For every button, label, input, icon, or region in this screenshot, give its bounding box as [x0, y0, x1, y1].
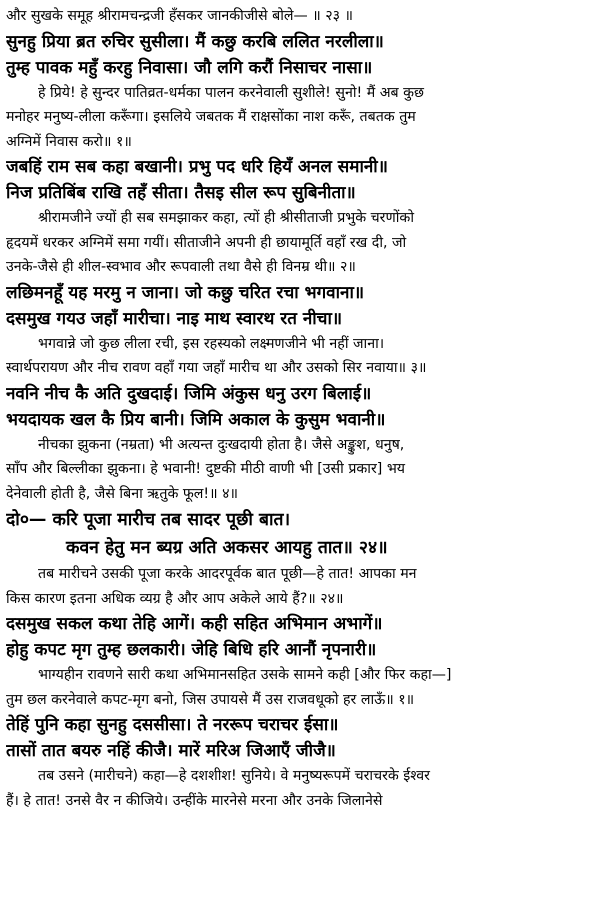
verse-line: तेहिं पुनि कहा सुनहु दससीसा। ते नररूप चराचर ईसा॥ [6, 715, 339, 735]
prose-line: हृदयमें धरकर अग्निमें समा गयीं। सीताजीने अपनी ही छायामूर्ति वहाँ रख दी, जो [6, 234, 407, 251]
verse-line: लछिमनहूँ यह मरमु न जाना। जो कछु चरित रचा भगवाना॥ [6, 282, 365, 303]
verse-line: तुम्ह पावक महुँ करहु निवासा। जौ लगि करौं निसाचर नासा॥ [6, 57, 373, 78]
doha-line: कवन हेतु मन ब्यग्र अति अकसर आयहु तात॥ २४॥ [66, 538, 388, 558]
verse-line: सुनहु प्रिया ब्रत रुचिर सुसीला। मैं कछु करबि ललित नरलीला॥ [6, 31, 384, 52]
prose-line: उनके-जैसे ही शील-स्वभाव और रूपवाली तथा वैसे ही विनम्र थी॥ २॥ [6, 259, 356, 275]
prose-line: और सुखके समूह श्रीरामचन्द्रजी हँसकर जानकीजीसे बोले— ॥ २३ ॥ [6, 8, 354, 24]
prose-line: भाग्यहीन रावणने सारी कथा अभिमानसहित उसके सामने कही [और फिर कहा—] [38, 667, 452, 683]
verse-line: निज प्रतिबिंब राखि तहँ सीता। तैसइ सील रूप सुबिनीता॥ [6, 183, 356, 203]
prose-line: किस कारण इतना अधिक व्यग्र है और आप अकेले आये हैं?॥ २४॥ [6, 590, 344, 607]
verse-line: होहु कपट मृग तुम्ह छलकारी। जेहि बिधि हरि आनौं नृपनारी॥ [6, 640, 377, 660]
prose-line: नीचका झुकना (नम्रता) भी अत्यन्त दुःखदायी होता है। जैसे अङ्कुश, धनुष, [38, 436, 405, 453]
verse-line: तासों तात बयरु नहिं कीजै। मारें मरिअ जिआएँ जीजै॥ [6, 741, 336, 761]
prose-line: हैं। हे तात! उनसे वैर न कीजिये। उन्हींके मारनेसे मरना और उनके जिलानेसे [6, 792, 383, 809]
prose-line: मनोहर मनुष्य-लीला करूँगा। इसलिये जबतक मैं राक्षसोंका नाश करूँ, तबतक तुम [6, 109, 416, 125]
prose-line: तब मारीचने उसकी पूजा करके आदरपूर्वक बात पूछी—हे तात! आपका मन [38, 566, 417, 582]
verse-line: नवनि नीच कै अति दुखदाई। जिमि अंकुस धनु उरग बिलाई॥ [6, 383, 372, 404]
prose-line: तुम छल करनेवाले कपट-मृग बनो, जिस उपायसे मैं उस राजवधूको हर लाऊँ॥ १॥ [6, 691, 415, 708]
prose-line: तब उसने (मारीचने) कहा—हे दशशीश! सुनिये। वे मनुष्यरूपमें चराचरके ईश्वर [38, 768, 430, 784]
prose-line: भगवान्ने जो कुछ लीला रची, इस रहस्यको लक्ष्मणजीने भी नहीं जाना। [38, 335, 385, 352]
prose-line: देनेवाली होती है, जैसे बिना ऋतुके फूल!॥ ४॥ [6, 485, 238, 502]
verse-line: दसमुख सकल कथा तेहि आगें। कही सहित अभिमान अभागें॥ [6, 614, 383, 634]
prose-line: हे प्रिये! हे सुन्दर पातिव्रत-धर्मका पालन करनेवाली सुशीले! सुनो! मैं अब कुछ [38, 84, 424, 101]
prose-line: साँप और बिल्लीका झुकना। हे भवानी! दुष्टकी मीठी वाणी भी [उसी प्रकार] भय [6, 461, 406, 477]
prose-line: स्वार्थपरायण और नीच रावण वहाँ गया जहाँ मारीच था और उसको सिर नवाया॥ ३॥ [6, 360, 427, 376]
verse-line: जबहिं राम सब कहा बखानी। प्रभु पद धरि हियँ अनल समानी॥ [6, 157, 388, 177]
verse-line: दसमुख गयउ जहाँ मारीचा। नाइ माथ स्वारथ रत नीचा॥ [6, 308, 343, 329]
verse-line: भयदायक खल कै प्रिय बानी। जिमि अकाल के कुसुम भवानी॥ [6, 409, 386, 430]
prose-line: श्रीरामजीने ज्यों ही सब समझाकर कहा, त्यों ही श्रीसीताजी प्रभुके चरणोंको [38, 210, 414, 226]
prose-line: अग्निमें निवास करो॥ १॥ [6, 133, 132, 150]
scripture-page [6, 4, 594, 813]
doha-line: दो०— करि पूजा मारीच तब सादर पूछी बात। [6, 510, 291, 530]
